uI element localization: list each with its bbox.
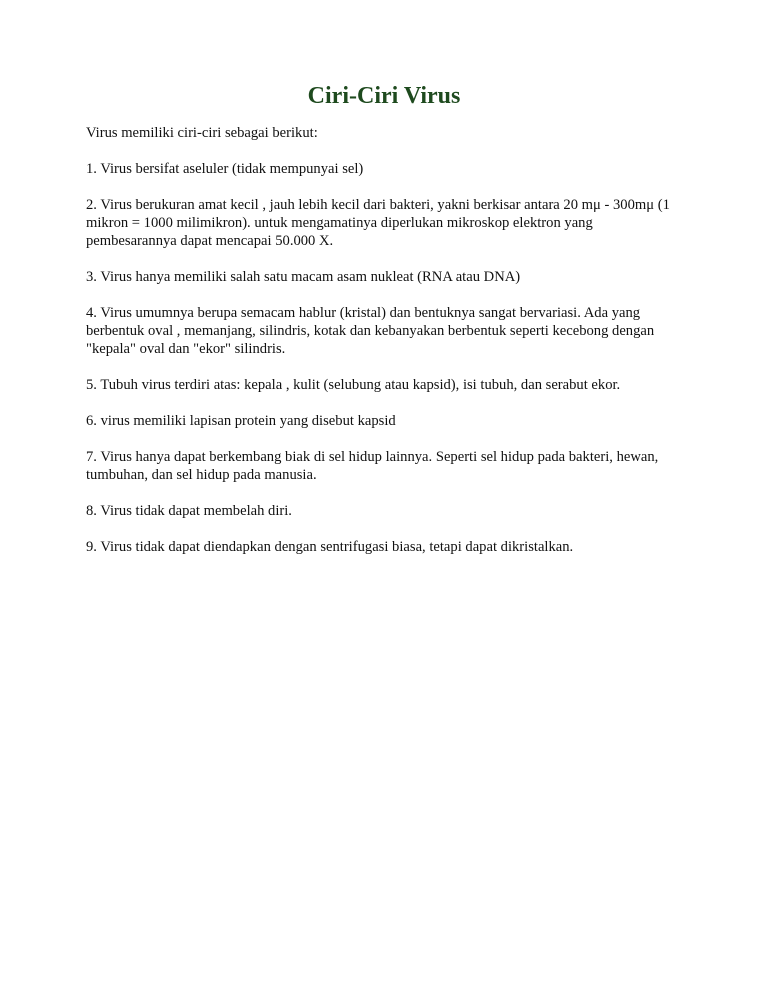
list-item-5: 5. Tubuh virus terdiri atas: kepala , kulit (selubung atau kapsid), isi tubuh, dan serabut ekor.: [86, 377, 621, 393]
document-title: Ciri-Ciri Virus: [307, 83, 461, 109]
list-item-9: 9. Virus tidak dapat diendapkan dengan sentrifugasi biasa, tetapi dapat dikristalkan.: [86, 539, 574, 555]
list-item-3: 3. Virus hanya memiliki salah satu macam asam nukleat (RNA atau DNA): [86, 269, 521, 285]
document-body: [86, 124, 686, 574]
list-item-4: 4. Virus umumnya berupa semacam hablur (kristal) dan bentuknya sangat bervariasi. Ada yang berbentuk oval , memanjang, silindris, kotak dan kebanyakan berbentuk seperti kecebong dengan "kepala" oval dan "ekor" silindris.: [86, 305, 655, 357]
list-item-2: 2. Virus berukuran amat kecil , jauh lebih kecil dari bakteri, yakni berkisar antara 20 mμ - 300mμ (1 mikron = 1000 milimikron). untuk mengamatinya diperlukan mikroskop elektron yang pembesarannya dapat mencapai 50.000 X.: [86, 197, 670, 249]
list-item-7: 7. Virus hanya dapat berkembang biak di sel hidup lainnya. Seperti sel hidup pada bakteri, hewan, tumbuhan, dan sel hidup pada manusia.: [86, 449, 659, 483]
list-item-6: 6. virus memiliki lapisan protein yang disebut kapsid: [86, 413, 396, 429]
list-item-8: 8. Virus tidak dapat membelah diri.: [86, 503, 292, 519]
intro-paragraph: Virus memiliki ciri-ciri sebagai berikut:: [86, 125, 318, 141]
list-item-1: 1. Virus bersifat aseluler (tidak mempunyai sel): [86, 161, 364, 177]
